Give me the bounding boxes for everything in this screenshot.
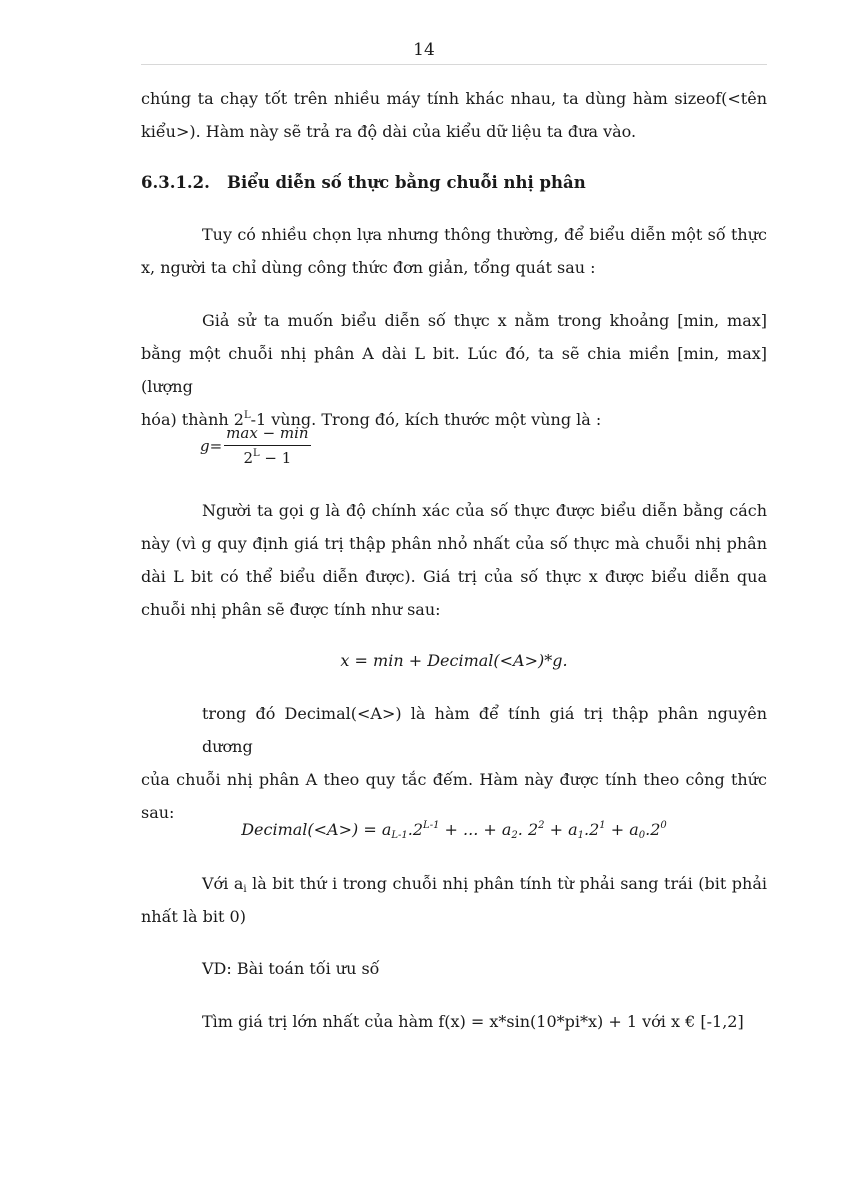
header-divider — [141, 64, 767, 65]
text-line: Người ta gọi g là độ chính xác của số thực được biểu diễn bằng cách — [202, 501, 767, 520]
paragraph-bit-index — [141, 867, 767, 933]
paragraph-decimal — [141, 697, 767, 829]
section-title: Biểu diễn số thực bằng chuỗi nhị phân — [227, 173, 586, 192]
text-line: hóa) thành $2^L-1$ vùng. Trong đó, kích thước một vùng là : — [141, 410, 602, 429]
text-line: Với $a_i$ là bit thứ i trong chuỗi nhị phân tính từ phải sang trái (bit phải — [202, 874, 767, 895]
text-line: x, người ta chỉ dùng công thức đơn giản, tổng quát sau : — [141, 258, 596, 277]
text-line: sau: — [141, 803, 175, 822]
formula-lhs: g= — [200, 436, 223, 455]
text-line: bằng một chuỗi nhị phân A dài L bit. Lúc đó, ta sẽ chia miền [min, max] (lượng — [141, 344, 767, 396]
text-line: dài L bit có thể biểu diễn được). Giá trị của số thực x được biểu diễn qua — [141, 567, 767, 586]
paragraph-example-label — [141, 952, 767, 985]
text-line: chuỗi nhị phân sẽ được tính như sau: — [141, 600, 441, 619]
fraction-numerator: max − min — [224, 424, 310, 446]
text-line: Tuy có nhiều chọn lựa nhưng thông thường, để biểu diễn một số thực — [202, 225, 767, 244]
section-heading — [141, 168, 586, 198]
section-number: 6.3.1.2. — [141, 173, 210, 192]
formula-precision — [200, 424, 311, 467]
text-line: VD: Bài toán tối ưu số — [202, 959, 380, 978]
paragraph-overview — [141, 218, 767, 284]
formula-value: x = min + Decimal(<A>)*g. — [340, 651, 568, 670]
paragraph-precision — [141, 494, 767, 626]
text-line: Tìm giá trị lớn nhất của hàm f(x) = x*sin(10*pi*x) + 1 với x € [-1,2] — [202, 1012, 744, 1031]
text-line: trong đó Decimal(<A>) là hàm để tính giá trị thập phân nguyên dương — [202, 704, 767, 756]
text-line: chúng ta chạy tốt trên nhiều máy tính khác nhau, ta dùng hàm sizeof(<tên — [141, 89, 767, 108]
paragraph-assumption — [141, 304, 767, 436]
text-line: Giả sử ta muốn biểu diễn số thực x nằm trong khoảng [min, max] — [202, 311, 767, 330]
text-line: kiểu>). Hàm này sẽ trả ra độ dài của kiểu dữ liệu ta đưa vào. — [141, 122, 637, 141]
text-line: của chuỗi nhị phân A theo quy tắc đếm. Hàm này được tính theo công thức — [141, 770, 767, 789]
page-number: 14 — [413, 40, 435, 60]
fraction — [224, 424, 310, 467]
paragraph-intro — [141, 82, 767, 148]
formula-decimal: Decimal(<A>) = $a_{L-1}.2^{L-1}$ + ... + $a_2$. $2^2 + a_1.2^1 + a_0.2^0$ — [241, 820, 667, 841]
text-line: này (vì g quy định giá trị thập phân nhỏ nhất của số thực mà chuỗi nhị phân — [141, 534, 767, 553]
text-line: nhất là bit 0) — [141, 907, 246, 926]
paragraph-example-task — [141, 1005, 767, 1038]
fraction-denominator: $2^L - 1$ — [243, 448, 292, 467]
